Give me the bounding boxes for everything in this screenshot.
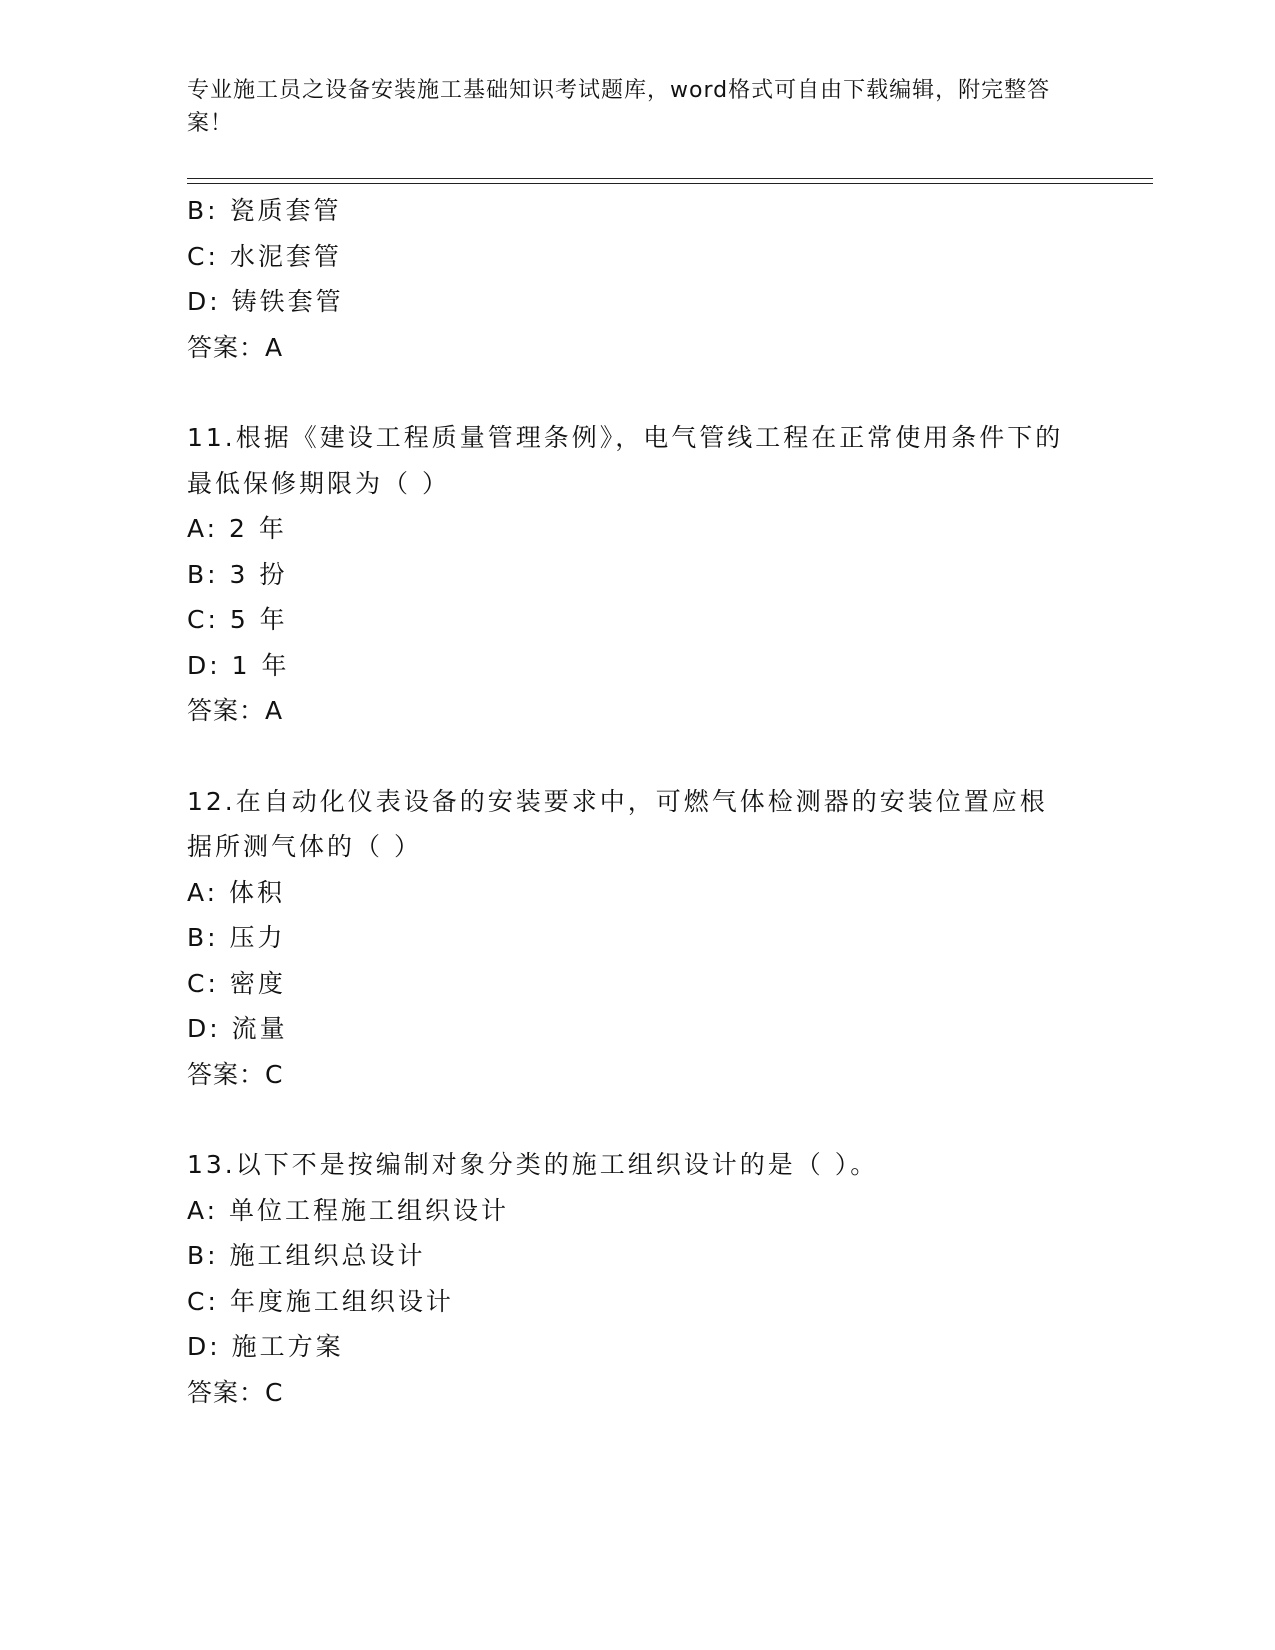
question-13 (187, 1142, 1087, 1415)
option-a: A: 单位工程施工组织设计 (187, 1195, 510, 1225)
option-a: A: 2 年 (187, 514, 287, 543)
question-12 (187, 779, 1087, 1098)
question-text: 11.根据《建设工程质量管理条例》，电气管线工程在正常使用条件下的最低保修期限为（ ） (187, 423, 1064, 498)
option-b: B: 瓷质套管 (187, 196, 342, 225)
question-11 (187, 415, 1087, 734)
header-rule-top (187, 178, 1153, 179)
question-text: 12.在自动化仪表设备的安装要求中，可燃气体检测器的安装位置应根据所测气体的（ ） (187, 786, 1048, 861)
option-d: D: 施工方案 (187, 1332, 344, 1361)
option-c: C: 5 年 (187, 605, 288, 634)
question-continued (187, 188, 1087, 370)
option-b: B: 压力 (187, 923, 286, 952)
answer-line: 答案：C (187, 1377, 284, 1407)
option-d: D: 铸铁套管 (187, 287, 344, 316)
option-b: B: 3 扮 (187, 559, 288, 589)
answer-line: 答案：A (187, 696, 284, 725)
question-text: 13.以下不是按编制对象分类的施工组织设计的是（ ）。 (187, 1150, 879, 1179)
option-b: B: 施工组织总设计 (187, 1241, 426, 1270)
option-d: D: 1 年 (187, 650, 290, 680)
option-d: D: 流量 (187, 1014, 288, 1043)
answer-line: 答案：C (187, 1059, 284, 1089)
header-rule-bottom (187, 183, 1153, 184)
document-header: 专业施工员之设备安装施工基础知识考试题库，word格式可自由下载编辑，附完整答案！ (187, 78, 1051, 136)
option-c: C: 密度 (187, 968, 286, 998)
question-content (187, 188, 1087, 1415)
option-c: C: 年度施工组织设计 (187, 1286, 454, 1316)
answer-line: 答案：A (187, 332, 284, 362)
option-a: A: 体积 (187, 877, 286, 907)
option-c: C: 水泥套管 (187, 241, 342, 271)
